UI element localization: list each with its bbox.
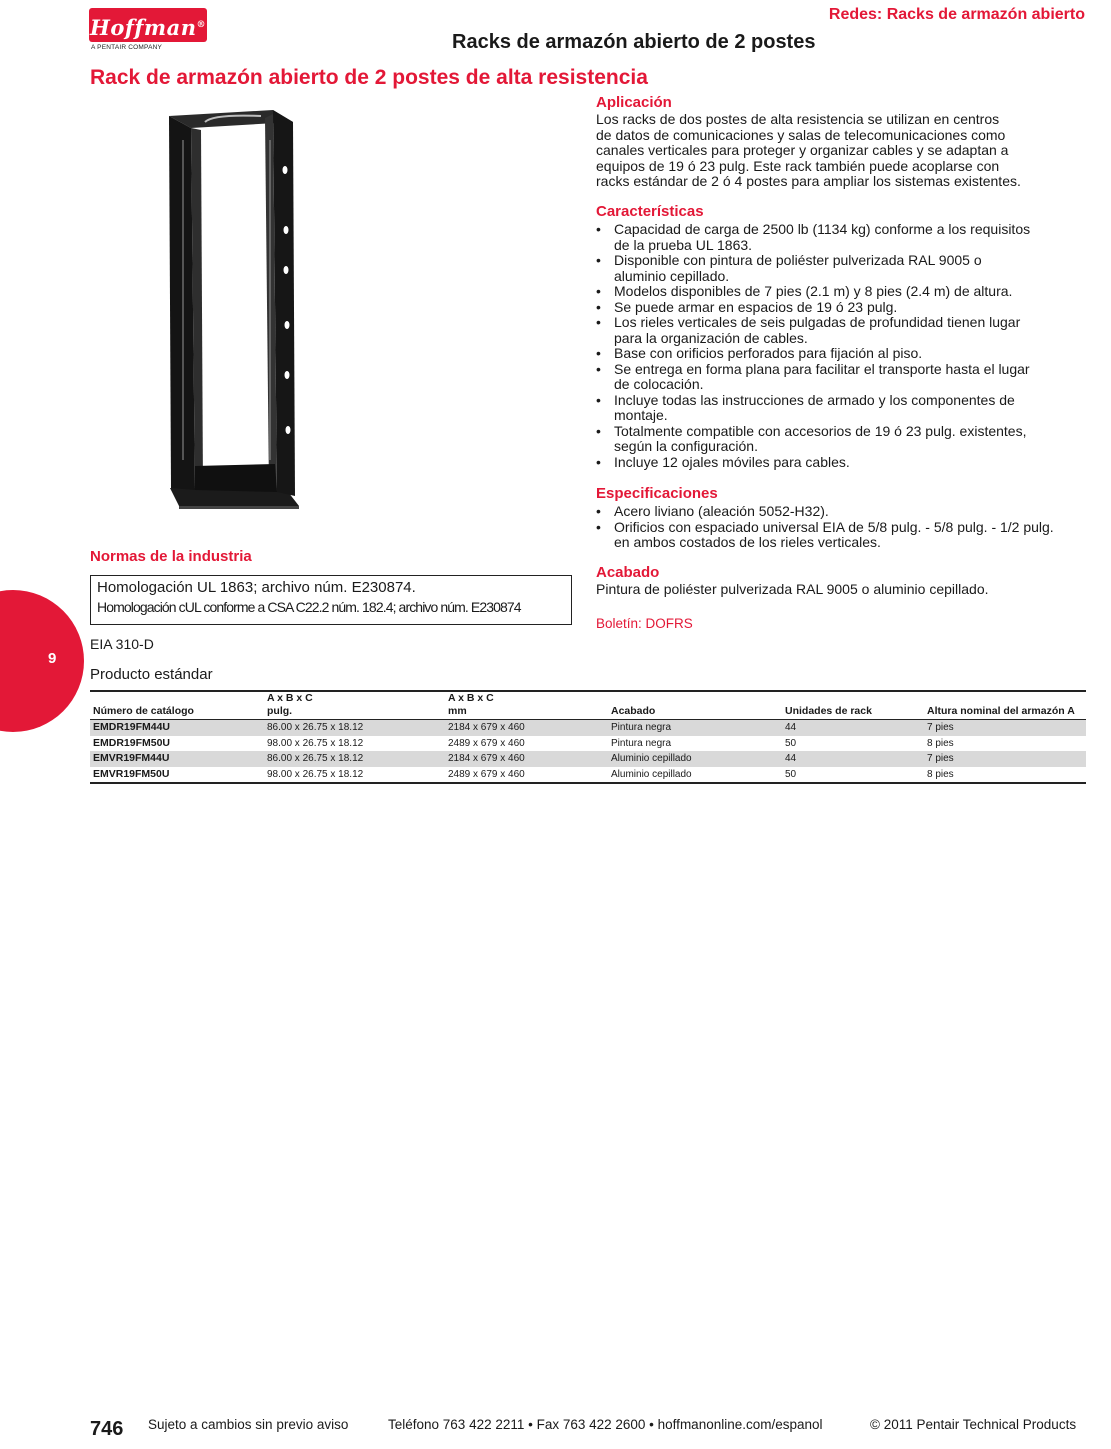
hoffman-logo <box>89 8 211 56</box>
product-table <box>90 690 1086 784</box>
especificaciones-title: Especificaciones <box>596 485 718 502</box>
acabado-text: Pintura de poliéster pulverizada RAL 9005 o aluminio cepillado. <box>596 581 989 597</box>
list-item: • Modelos disponibles de 7 pies (2.1 m) y 8 pies (2.4 m) de altura. <box>596 284 1091 300</box>
footer-contact[interactable]: Teléfono 763 422 2211 • Fax 763 422 2600 • hoffmanonline.com/espanol <box>388 1417 823 1432</box>
aplicacion-title: Aplicación <box>596 94 672 111</box>
chapter-tab-number: 9 <box>48 650 57 667</box>
list-item: • Capacidad de carga de 2500 lb (1134 kg) conforme a los requisitos de la prueba UL 1863. <box>596 222 1091 253</box>
page-heading: Racks de armazón abierto de 2 postes <box>452 31 816 53</box>
cert-line-cul: Homologación cUL conforme a CSA C22.2 núm. 182.4; archivo núm. E230874 <box>97 599 521 615</box>
table-header-row <box>90 691 1086 720</box>
table-row: EMVR19FM44U 86.00 x 26.75 x 18.12 2184 x 679 x 460 Aluminio cepillado 44 7 pies <box>90 751 1086 767</box>
list-item: • Acero liviano (aleación 5052-H32). <box>596 504 1091 520</box>
chapter-tab <box>0 590 84 732</box>
eia-standard: EIA 310-D <box>90 636 154 652</box>
list-item: • Los rieles verticales de seis pulgadas de profundidad tienen lugar para la organización de cables. <box>596 315 1091 346</box>
caracteristicas-list <box>596 222 1091 470</box>
footer-notice: Sujeto a cambios sin previo aviso <box>148 1417 349 1432</box>
list-item: • Disponible con pintura de poliéster pulverizada RAL 9005 o aluminio cepillado. <box>596 253 1091 284</box>
table-row: EMDR19FM50U 98.00 x 26.75 x 18.12 2489 x 679 x 460 Pintura negra 50 8 pies <box>93 736 954 749</box>
col-finish: Acabado <box>608 691 782 720</box>
rack-product-image <box>165 110 305 510</box>
col-units: Unidades de rack <box>782 691 924 720</box>
page-number: 746 <box>90 1418 124 1440</box>
certification-box <box>90 575 572 625</box>
col-dims-mm: A x B x C mm <box>445 691 608 720</box>
section-header: Redes: Racks de armazón abierto <box>828 6 1085 23</box>
col-dims-in: A x B x C pulg. <box>264 691 445 720</box>
acabado-section <box>596 564 1091 598</box>
caracteristicas-title: Características <box>596 203 704 220</box>
list-item: • Base con orificios perforados para fijación al piso. <box>596 346 1091 362</box>
bulletin-link[interactable]: Boletín: DOFRS <box>596 616 693 631</box>
table-title: Producto estándar <box>90 666 213 683</box>
especificaciones-section <box>596 485 1091 551</box>
product-title: Rack de armazón abierto de 2 postes de alta resistencia <box>90 66 648 89</box>
list-item: • Orificios con espaciado universal EIA de 5/8 pulg. - 5/8 pulg. - 1/2 pulg. en ambos costados de los rieles verticales. <box>596 520 1091 551</box>
aplicacion-section <box>596 94 1091 190</box>
list-item: • Totalmente compatible con accesorios de 19 ó 23 pulg. existentes, según la configuración. <box>596 424 1091 455</box>
especificaciones-list <box>596 504 1091 551</box>
col-height: Altura nominal del armazón A <box>924 691 1086 720</box>
normas-title: Normas de la industria <box>90 548 252 565</box>
logo-wordmark: Hoffman® <box>89 8 207 42</box>
logo-tagline: A PENTAIR COMPANY <box>91 44 163 51</box>
footer-copyright: © 2011 Pentair Technical Products <box>870 1417 1077 1432</box>
table-row: EMVR19FM50U 98.00 x 26.75 x 18.12 2489 x 679 x 460 Aluminio cepillado 50 8 pies <box>90 767 1086 784</box>
col-catalog: Número de catálogo <box>90 691 264 720</box>
acabado-title: Acabado <box>596 564 660 581</box>
page-footer <box>90 1414 1085 1440</box>
list-item: • Se entrega en forma plana para facilitar el transporte hasta el lugar de colocación. <box>596 362 1091 393</box>
list-item: • Incluye todas las instrucciones de armado y los componentes de montaje. <box>596 393 1091 424</box>
cert-line-ul: Homologación UL 1863; archivo núm. E230874. <box>97 579 416 596</box>
list-item: • Incluye 12 ojales móviles para cables. <box>596 455 1091 471</box>
caracteristicas-section <box>596 203 1091 470</box>
aplicacion-text: Los racks de dos postes de alta resistencia se utilizan en centros de datos de comunicaciones y salas de telecomunicaciones como canales verticales para proteger y organizar cables y se adaptan a equipos de 19 ó 23 pulg. Este rack también puede acoplarse con racks estándar de 2 ó 4 postes para ampliar los sistemas existentes. <box>596 111 1021 189</box>
list-item: • Se puede armar en espacios de 19 ó 23 pulg. <box>596 300 1091 316</box>
table-row: EMDR19FM44U 86.00 x 26.75 x 18.12 2184 x 679 x 460 Pintura negra 44 7 pies <box>90 720 1086 736</box>
